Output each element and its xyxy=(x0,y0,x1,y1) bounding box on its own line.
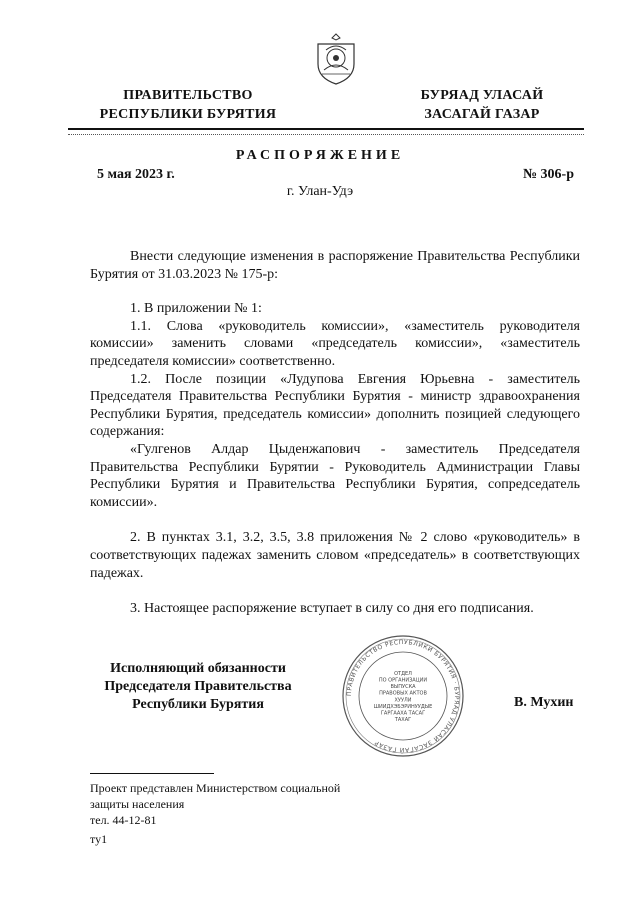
item-2: 2. В пунктах 3.1, 3.2, 3.5, 3.8 приложения № 2 слово «руководитель» в соответствующих падежах заменить словом «председатель» в соответствующих падежах. xyxy=(90,530,580,581)
item-3: 3. Настоящее распоряжение вступает в силу со дня его подписания. xyxy=(130,601,534,617)
item-1-1: 1.1. Слова «руководитель комиссии», «заместитель руководителя комиссии» заменить словами «председатель комиссии», «заместитель председателя комиссии» соответственно. xyxy=(90,318,580,369)
document-number: № 306-р xyxy=(522,167,574,182)
seal-center-line: ВЫПУСКА xyxy=(390,684,416,691)
intro-paragraph: Внести следующие изменения в распоряжение Правительства Республики Бурятия от 31.03.2023 № 175-р: xyxy=(90,249,580,282)
signer-name: В. Мухин xyxy=(514,695,574,710)
document-body xyxy=(90,248,580,618)
project-note: Проект представлен Министерством социальной защиты населения тел. 44-12-81 xyxy=(90,781,341,827)
government-name-ru: ПРАВИТЕЛЬСТВО РЕСПУБЛИКИ БУРЯТИЯ xyxy=(99,88,277,122)
seal-center-line: ХУУЛИ xyxy=(394,697,412,704)
signer-position: Исполняющий обязанности Председателя Правительства Республики Бурятия xyxy=(104,661,292,712)
seal-center-line: ПО ОРГАНИЗАЦИИ xyxy=(378,677,428,684)
seal-center-line: ШИИДХЭБЭРИНУУДЫЕ xyxy=(373,703,433,710)
coat-of-arms-icon xyxy=(312,30,360,86)
svg-text:ПРАВИТЕЛЬСТВО РЕСПУБЛИКИ БУРЯТ: ПРАВИТЕЛЬСТВО РЕСПУБЛИКИ БУРЯТИЯ · БУРЯАД УЛАСАЙ ЗАСАГАЙ ГАЗАР xyxy=(345,638,461,754)
document-type-title: РАСПОРЯЖЕНИЕ xyxy=(235,148,405,163)
document-city: г. Улан-Удэ xyxy=(286,184,354,199)
seal-center-line: ПРАВОВЫХ АКТОВ xyxy=(379,690,427,697)
item-1-2-quote: «Гулгенов Алдар Цыденжапович - заместитель Председателя Правительства Республики Бурятии - Руководитель Администрации Главы Республики Бурятия и Правительства Республики Бурятия, сопредседатель комиссии». xyxy=(90,441,580,510)
item-1-2: 1.2. После позиции «Лудупова Евгения Юрьевна - заместитель Председателя Правительства Республики Бурятия - министр здравоохранения Республики Бурятия, председатель комиссии» дополнить позицией следующего содержания: xyxy=(90,371,580,440)
executor-code: ту1 xyxy=(90,832,108,846)
header-divider-dotted xyxy=(68,134,584,135)
seal-center-line: ТАХАГ xyxy=(394,717,412,724)
seal-center-line: ГАРГААХА ТАСАГ xyxy=(380,710,426,717)
government-name-bua: БУРЯАД УЛАСАЙ ЗАСАГАЙ ГАЗАР xyxy=(420,88,544,122)
footnote-divider xyxy=(90,773,214,774)
official-seal-stamp xyxy=(341,634,465,758)
header-divider xyxy=(68,128,584,130)
document-date: 5 мая 2023 г. xyxy=(97,167,175,182)
item-1: 1. В приложении № 1: xyxy=(130,301,262,317)
seal-center-line: ОТДЕЛ xyxy=(394,670,412,677)
